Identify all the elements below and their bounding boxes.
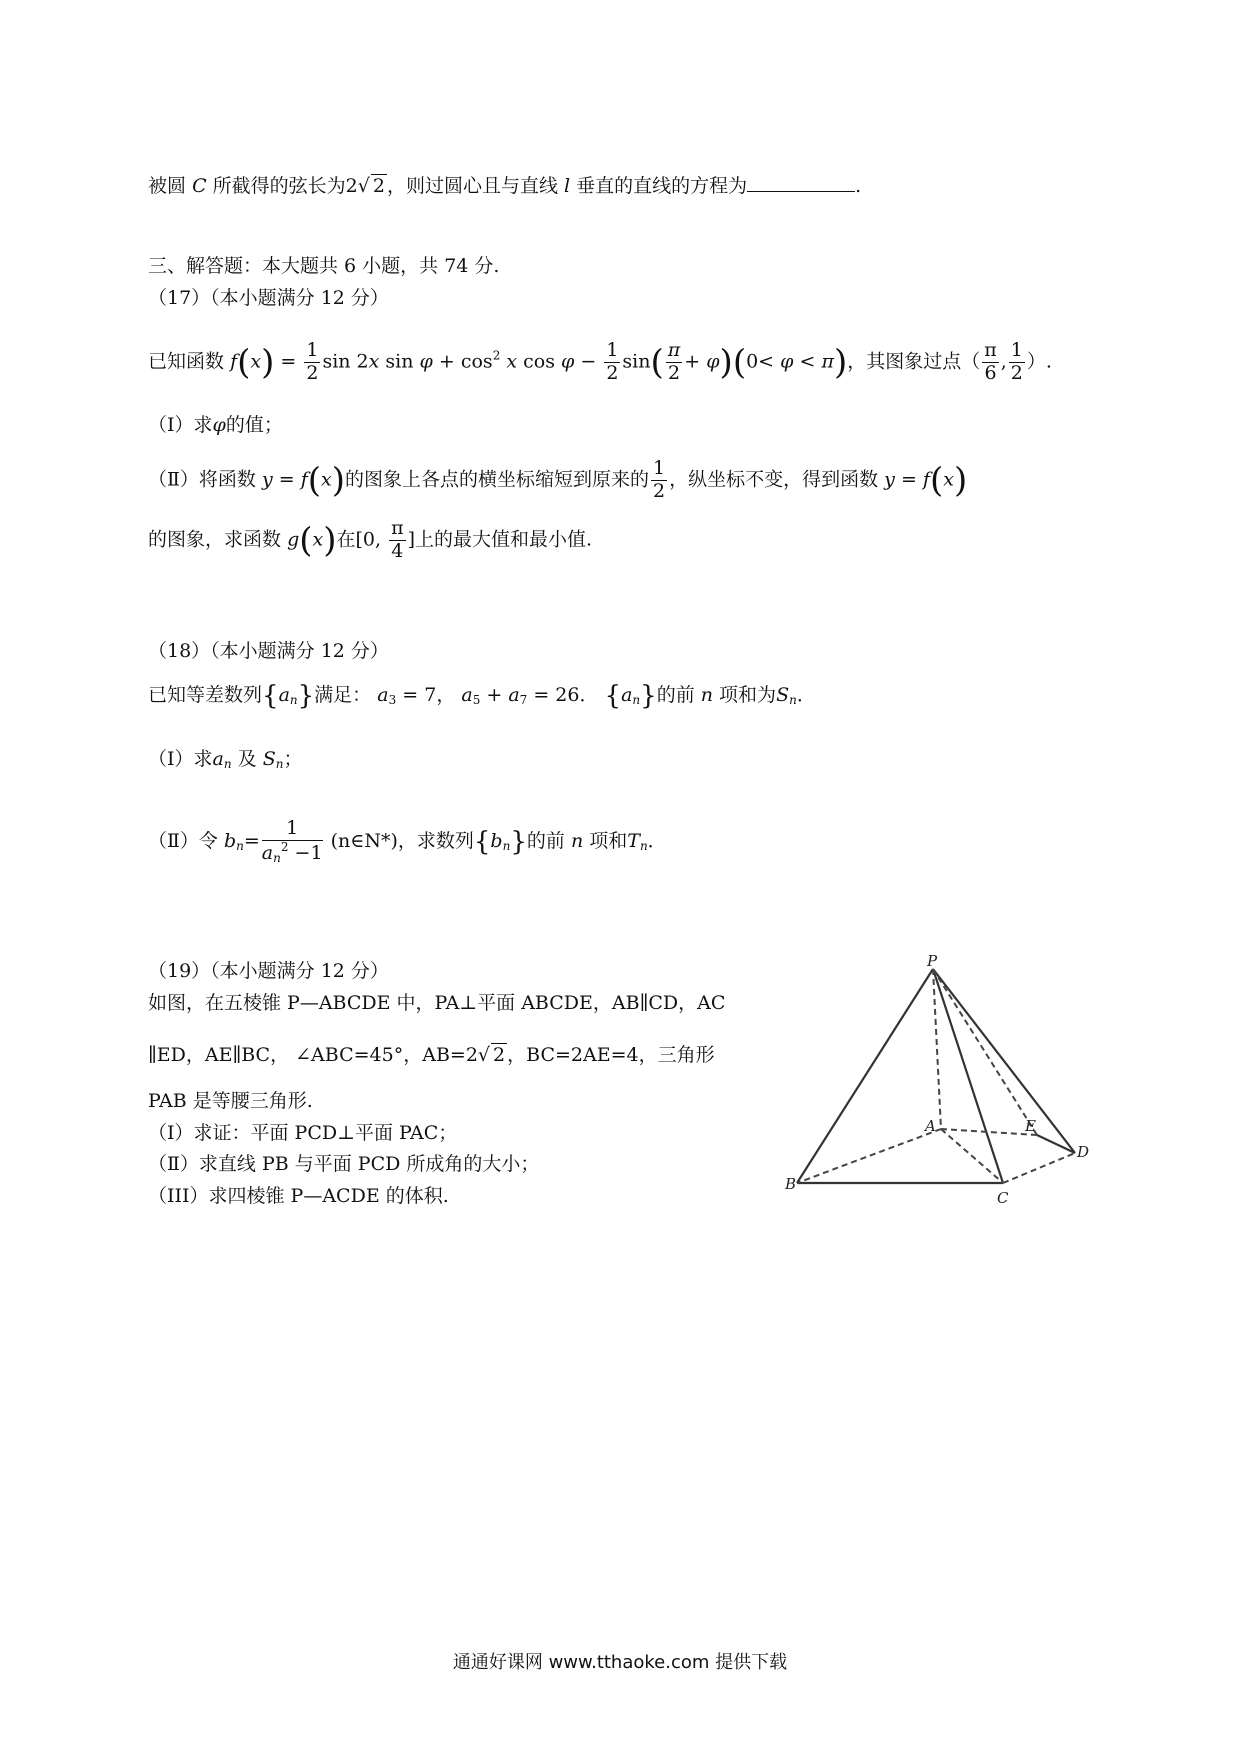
edge-cd xyxy=(1003,1153,1075,1183)
q17-part2-line1: （Ⅱ）将函数 y = f(x)的图象上各点的横坐标缩短到原来的 $\frac{1}{2}$ ，纵坐标不变，得到函数 y = f(x) xyxy=(148,457,968,502)
q18-part1: （Ⅰ）求$a_n$ 及 $S_n$； xyxy=(148,748,303,771)
label-e: E xyxy=(1025,1117,1036,1135)
q17-function-line: 已知函数 f(x) = $\frac{1}{2}$ sin 2x $\sin \varphi + \cos^2 x$ cos φ − $\frac{1}{2}$ sin( $\frac{\pi}{2}$ + φ)(0< φ < π)，其图象过点（ $\frac{\pi}{6}$ , $\frac{1}{2}$ ）. xyxy=(148,339,1052,384)
q18-intro: 已知等差数列$\{a_n\}$满足： $a_3 = 7$， $a_5 + a_7 = 26$． $\{a_n\}$的前 n 项和为$S_n$． xyxy=(148,681,816,711)
label-b: B xyxy=(785,1175,797,1193)
edge-pd xyxy=(933,969,1075,1153)
q19-line2: ∥ED，AE∥BC， ∠ABC=45°，AB=2√ 2 ，BC=2AE=4，三角形 xyxy=(148,1044,715,1066)
edge-pc xyxy=(933,969,1003,1183)
edge-pe xyxy=(933,969,1037,1135)
q17-part2-line2: 的图象，求函数 g(x)在[0, $\frac{\pi}{4}$ ]上的最大值和最小值. xyxy=(148,517,593,562)
q19-header: （19）（本小题满分 12 分） xyxy=(148,960,389,982)
q16-tail-line: 被圆 C 所截得的弦长为2√ 2 ，则过圆心且与直线 l 垂直的直线的方程为 . xyxy=(148,175,862,197)
answer-blank xyxy=(747,175,855,192)
q19-line1: 如图，在五棱锥 P—ABCDE 中，PA⊥平面 ABCDE，AB∥CD，AC xyxy=(148,992,726,1014)
edge-ae xyxy=(941,1129,1037,1135)
label-d: D xyxy=(1077,1143,1090,1161)
q18-part2: （Ⅱ）令 $b_n=$ $\frac{1}{a_n^2 -1}$ (n∈N*)，求数列$\{b_n\}$的前 n 项和$T_n$． xyxy=(148,817,667,865)
q18-header: （18）（本小题满分 12 分） xyxy=(148,640,389,662)
label-a: A xyxy=(925,1117,936,1135)
q19-part1: （Ⅰ）求证：平面 PCD⊥平面 PAC； xyxy=(148,1122,458,1144)
section-heading: 三、解答题：本大题共 6 小题，共 74 分. xyxy=(148,255,500,277)
q17-part1: （Ⅰ）求φ的值； xyxy=(148,414,283,436)
q19-line3: PAB 是等腰三角形. xyxy=(148,1090,313,1112)
q19-part2: （Ⅱ）求直线 PB 与平面 PCD 所成角的大小； xyxy=(148,1153,540,1175)
pyramid-figure xyxy=(785,955,1095,1215)
q19-part3: （III）求四棱锥 P—ACDE 的体积. xyxy=(148,1185,449,1207)
q17-header: （17）（本小题满分 12 分） xyxy=(148,287,389,309)
edge-ab xyxy=(797,1129,941,1183)
footer-credit: 通通好课网 www.tthaoke.com 提供下载 xyxy=(452,1652,788,1673)
edge-pb xyxy=(797,969,933,1183)
label-c: C xyxy=(997,1189,1009,1207)
label-p: P xyxy=(927,955,938,970)
